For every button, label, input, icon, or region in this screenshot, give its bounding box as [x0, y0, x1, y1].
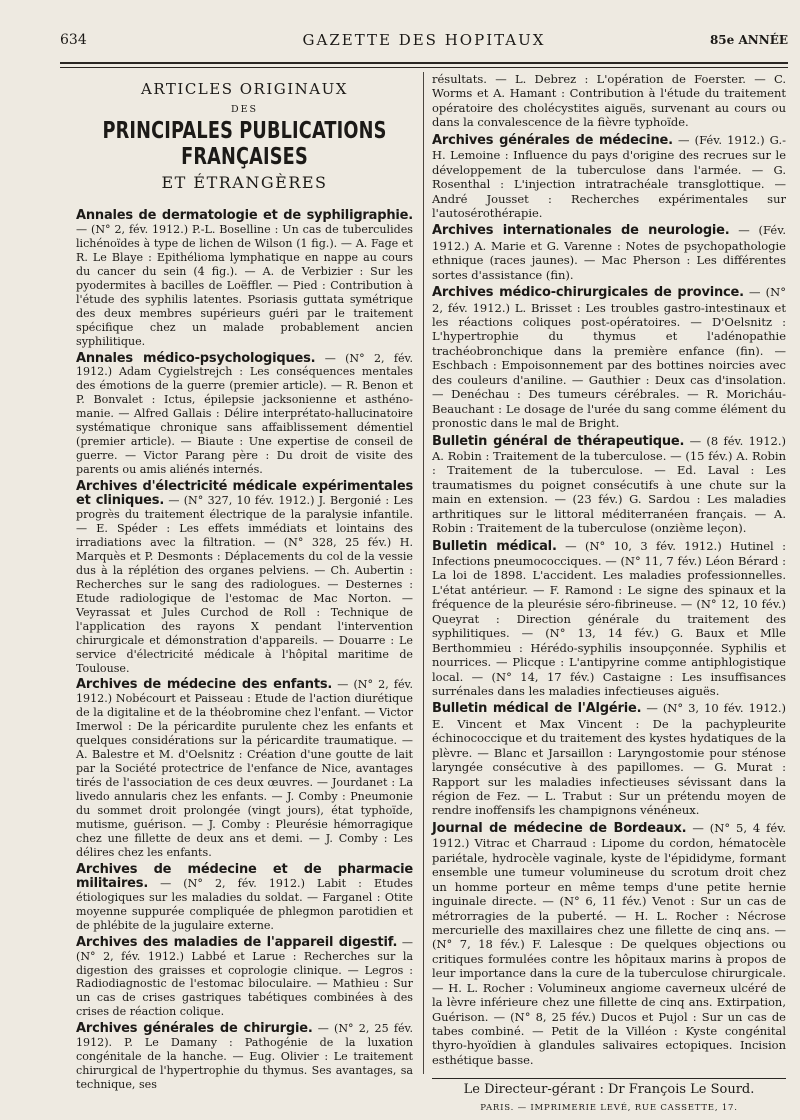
journal-entry	[76, 209, 413, 349]
journal-entry-title: Archives générales de chirurgie.	[76, 1021, 313, 1037]
journal-entry-body: — (N° 2, fév. 1912.) P.-L. Boselline : Un cas de tuberculides lichénoïdes à type de lichen de Wilson (1 fig.). — A. Fage et R. Le Blaye : Epithélioma lymphatique en nappe au cours du cancer du sein (4 fig.). — A. de Verbizier : Sur les pyodermites à bacilles de Loëffler. — Pied : Contribution à l'étude des syphilis latentes. Psoriasis guttata symétrique des deux membres supérieurs guéri par le traitement spécifique chez un malade probablement ancien syphilitique.	[76, 222, 413, 348]
journal-entry-body: — (N° 2, 25 fév. 1912). P. Le Damany : Pathogénie de la luxation congénitale de la hanche. — Eug. Olivier : Le traitement chirurgical de l'hypertrophie du thymus. Ses avantages, sa technique, ses	[76, 1022, 413, 1092]
journal-entry-title: Annales médico-psychologiques.	[76, 350, 316, 366]
page-header	[60, 30, 788, 54]
printer-line: PARIS. — IMPRIMERIE LEVÉ, RUE CASSETTE, 17.	[480, 1103, 738, 1113]
journal-entry	[432, 223, 786, 282]
section-main-title: PRINCIPALES PUBLICATIONS FRANÇAISES	[102, 118, 387, 170]
journal-entry	[76, 480, 413, 675]
journal-entry-title: Archives des maladies de l'appareil digestif.	[76, 934, 398, 950]
journal-entry	[432, 539, 786, 699]
header-rule-thin	[60, 67, 788, 68]
journal-entry-body: — (N° 5, 4 fév. 1912.) Vitrac et Charraud : Lipome du cordon, hématocèle pariétale, hydrocèle vaginale, kyste de l'épididyme, formant ensemble une tumeur volumineuse du scrotum droit chez un homme porteur en même temps d'une petite hernie inguinale directe. — (N° 6, 11 fév.) Venot : Sur un cas de métrorragies de la puberté. — H. L. Rocher : Nécrose mercurielle des maxillaires chez une fillette de cinq ans. — (N° 7, 18 fév.) F. Lalesque : De quelques objections ou critiques formulées contre les hôpitaux marins à propos de leur importance dans la cure de la tuberculose chirurgicale. — H. L. Rocher : Volumineux angiome caverneux ulcéré de la lèvre inférieure chez une fillette de cinq ans. Extirpation, Guérison. — (N° 8, 25 fév.) Ducos et Pujol : Sur un cas de tabes combiné. — Petit de la Villéon : Kyste congénital thyro-hyoïdien à glandules salivaires ectopiques. Incision esthétique basse.	[432, 820, 787, 1067]
header-rule	[60, 62, 788, 64]
journal-entry	[76, 352, 413, 478]
journal-entry-body: — (8 fév. 1912.) A. Robin : Traitement de la tuberculose. — (15 fév.) A. Robin : Traitement de la tuberculose. — Ed. Laval : Les traumatismes du poignet consécutifs à une chute sur la main en extension. — (23 fév.) G. Sardou : Les maladies arthritiques sur le littoral méditerranéen français. — A. Robin : Traitement de la tuberculose (onzième leçon).	[432, 433, 786, 536]
journal-entry-body: — (Fév. 1912.) G.-H. Lemoine : Influence du pays d'origine des recrues sur le développement de la tuberculose dans l'armée. — G. Rosenthal : L'injection intratrachéale transglottique. — André Jousset : Recherches expérimentales sur l'autosérothérapie.	[432, 132, 786, 220]
footer-rule	[432, 1078, 786, 1079]
journal-entry-title: Bulletin médical de l'Algérie.	[432, 701, 642, 717]
journal-entry	[432, 434, 786, 536]
section-des: DES	[230, 104, 259, 115]
journal-entry	[432, 821, 786, 1067]
year-label: 85e ANNÉE	[709, 33, 788, 47]
journal-entry	[432, 133, 786, 221]
journal-entry-title: Bulletin général de thérapeutique.	[432, 433, 685, 449]
journal-entry-title: Annales de dermatologie et de syphiligraphie.	[76, 208, 413, 223]
journal-entry-body: — (Fév. 1912.) A. Marie et G. Varenne : Notes de psychopathologie ethnique (races jaunes). — Mac Pherson : Les différentes sortes d'assistance (fin).	[432, 223, 786, 282]
journal-entry-title: Archives générales de médecine.	[432, 132, 673, 148]
journal-entry-title: Archives médico-chirurgicales de province.	[432, 285, 744, 301]
continued-entry-text: résultats. — L. Debrez : L'opération de Foerster. — C. Worms et A. Hamant : Contribution à l'étude du traitement opératoire des cholécystites aiguës, survenant au cours ou dans la convalescence de la fièvre typhoïde.	[432, 72, 786, 130]
journal-entry-body: — (N° 2, fév. 1912.) L. Brisset : Les troubles gastro-intestinaux et les réactions coliques post-opératoires. — D'Oelsnitz : L'hypertrophie du thymus et l'adénopathie trachéobronchique dans la première enfance (fin). — Eschbach : Empoisonnement par des bottines noircies avec des couleurs d'aniline. — Gauthier : Deux cas d'insolation. — Denéchau : Des tumeurs cérébrales. — R. Moricháu-Beauchant : Le dosage de l'urée du sang comme élément du pronostic dans le mal de Bright.	[432, 285, 786, 431]
journal-entry-title: Archives de médecine et de pharmacie militaires.	[76, 861, 413, 891]
journal-entry-body: — (N° 327, 10 fév. 1912.) J. Bergonié : Les progrès du traitement électrique de la paralysie infantile. — E. Spéder : Les effets immédiats et lointains des irradiations avec la filtration. — (N° 328, 25 fév.) H. Marquès et P. Desmonts : Déplacements du col de la vessie dus à la réplétion des organes pelviens. — Ch. Aubertin : Recherches sur le sang des radiologues. — Desternes : Etude radiologique de l'estomac de Mac Norton. — Veyrassat et Jules Curchod de Roll : Technique de l'application des rayons X pendant l'intervention chirurgicale et démonstration d'appareils. — Douarre : Le service d'électricité médicale à l'hôpital maritime de Toulouse.	[76, 494, 414, 675]
journal-entry	[76, 863, 413, 933]
journal-title: GAZETTE DES HOPITAUX	[302, 31, 546, 49]
journal-entry-title: Archives internationales de neurologie.	[432, 223, 730, 239]
journal-entry-body: — (N° 10, 3 fév. 1912.) Hutinel : Infections pneumococciques. — (N° 11, 7 fév.) Léon Bérard : La loi de 1898. L'accident. Les maladies professionnelles. L'état antérieur. — F. Ramond : Le signe des spinaux et la fréquence de la pleurésie séro-fibrineuse. — (N° 12, 10 fév.) Queyrat : Direction générale du traitement des syphilitiques. — (N° 13, 14 fév.) G. Baux et Mlle Berthommieu : Hérédo-syphilis insoupçonnée. Syphilis et nourrices. — Plicque : L'antipyrine comme antiphlogistique local. — (N° 14, 17 fév.) Castaigne : Les insuffisances surrénales dans les maladies infectieuses aiguës.	[432, 538, 786, 698]
journal-entry-body: — (N° 3, 10 fév. 1912.) E. Vincent et Max Vincent : De la pachypleurite échinococcique et du traitement des kystes hydatiques de la plèvre. — Blanc et Jarsaillon : Laryngostomie pour sténose laryngée consécutive à des papillomes. — G. Murat : Rapport sur les maladies infectieuses sévissant dans la région de Fez. — L. Trabut : Sur un prétendu moyen de rendre inoffensifs les champignons vénéneux.	[432, 701, 786, 818]
journal-entry	[432, 285, 786, 430]
column-divider	[423, 72, 424, 1074]
journal-entry-title: Archives d'électricité médicale expérimentales et cliniques.	[76, 479, 413, 509]
journal-entry	[76, 678, 413, 859]
section-heading: ARTICLES ORIGINAUX	[141, 80, 348, 98]
journal-entry-body: — (N° 2, fév. 1912.) Labit : Etudes étiologiques sur les maladies du soldat. — Farganel : Otite moyenne suppurée compliquée de phlegmon parotidien et de phlébite de la jugulaire externe.	[76, 876, 413, 932]
journal-entry-body: — (N° 2, fév. 1912.) Labbé et Larue : Recherches sur la digestion des graisses et coprologie clinique. — Legros : Radiodiagnostic de l'estomac biloculaire. — Mathieu : Sur un cas de crises gastriques tabétiques combinées à des crises de réaction colique.	[76, 935, 413, 1019]
journal-entry	[432, 701, 786, 818]
left-column	[76, 72, 413, 1095]
journal-entry	[76, 1022, 413, 1092]
journal-entry-title: Journal de médecine de Bordeaux.	[432, 820, 687, 836]
page-number: 634	[60, 32, 87, 48]
journal-entry	[76, 936, 413, 1020]
director-signature: Le Directeur-gérant : Dr François Le Sourd.	[463, 1082, 755, 1097]
journal-entry-body: — (N° 2, fév. 1912.) Adam Cygielstrejch : Les conséquences mentales des émotions de la guerre (premier article). — R. Benon et P. Bonvalet : Ictus, épilepsie jacksonienne et asthéno-manie. — Alfred Gallais : Délire interprétato-hallucinatoire systématique chronique sans affaiblissement démentiel (premier article). — Biaute : Une expertise de conseil de guerre. — Victor Parang père : Du droit de visite des parents ou amis aliénés internés.	[76, 351, 413, 477]
section-subtitle: ET ÉTRANGÈRES	[161, 173, 328, 192]
journal-entry-title: Bulletin médical.	[432, 538, 557, 554]
right-column	[432, 72, 786, 1070]
journal-entry-title: Archives de médecine des enfants.	[76, 677, 333, 693]
journal-entry-body: — (N° 2, fév. 1912.) Nobécourt et Paisseau : Etude de l'action diurétique de la digitaline et de la théobromine chez l'enfant. — Victor Imerwol : De la péricardite purulente chez les enfants et quelques considérations sur la péricardite traumatique. — A. Balestre et M. d'Oelsnitz : Création d'une goutte de lait par la Société protectrice de l'enfance de Nice, avantages tirés de l'association de ces deux œuvres. — Jourdanet : La livedo annularis chez les enfants. — J. Comby : Pneumonie du sommet droit prolongée (vingt jours), état typhoïde, mutisme, guérison. — J. Comby : Pleurésie hémorragique chez une fillette de deux ans et demi. — J. Comby : Les délires chez les enfants.	[76, 678, 413, 859]
